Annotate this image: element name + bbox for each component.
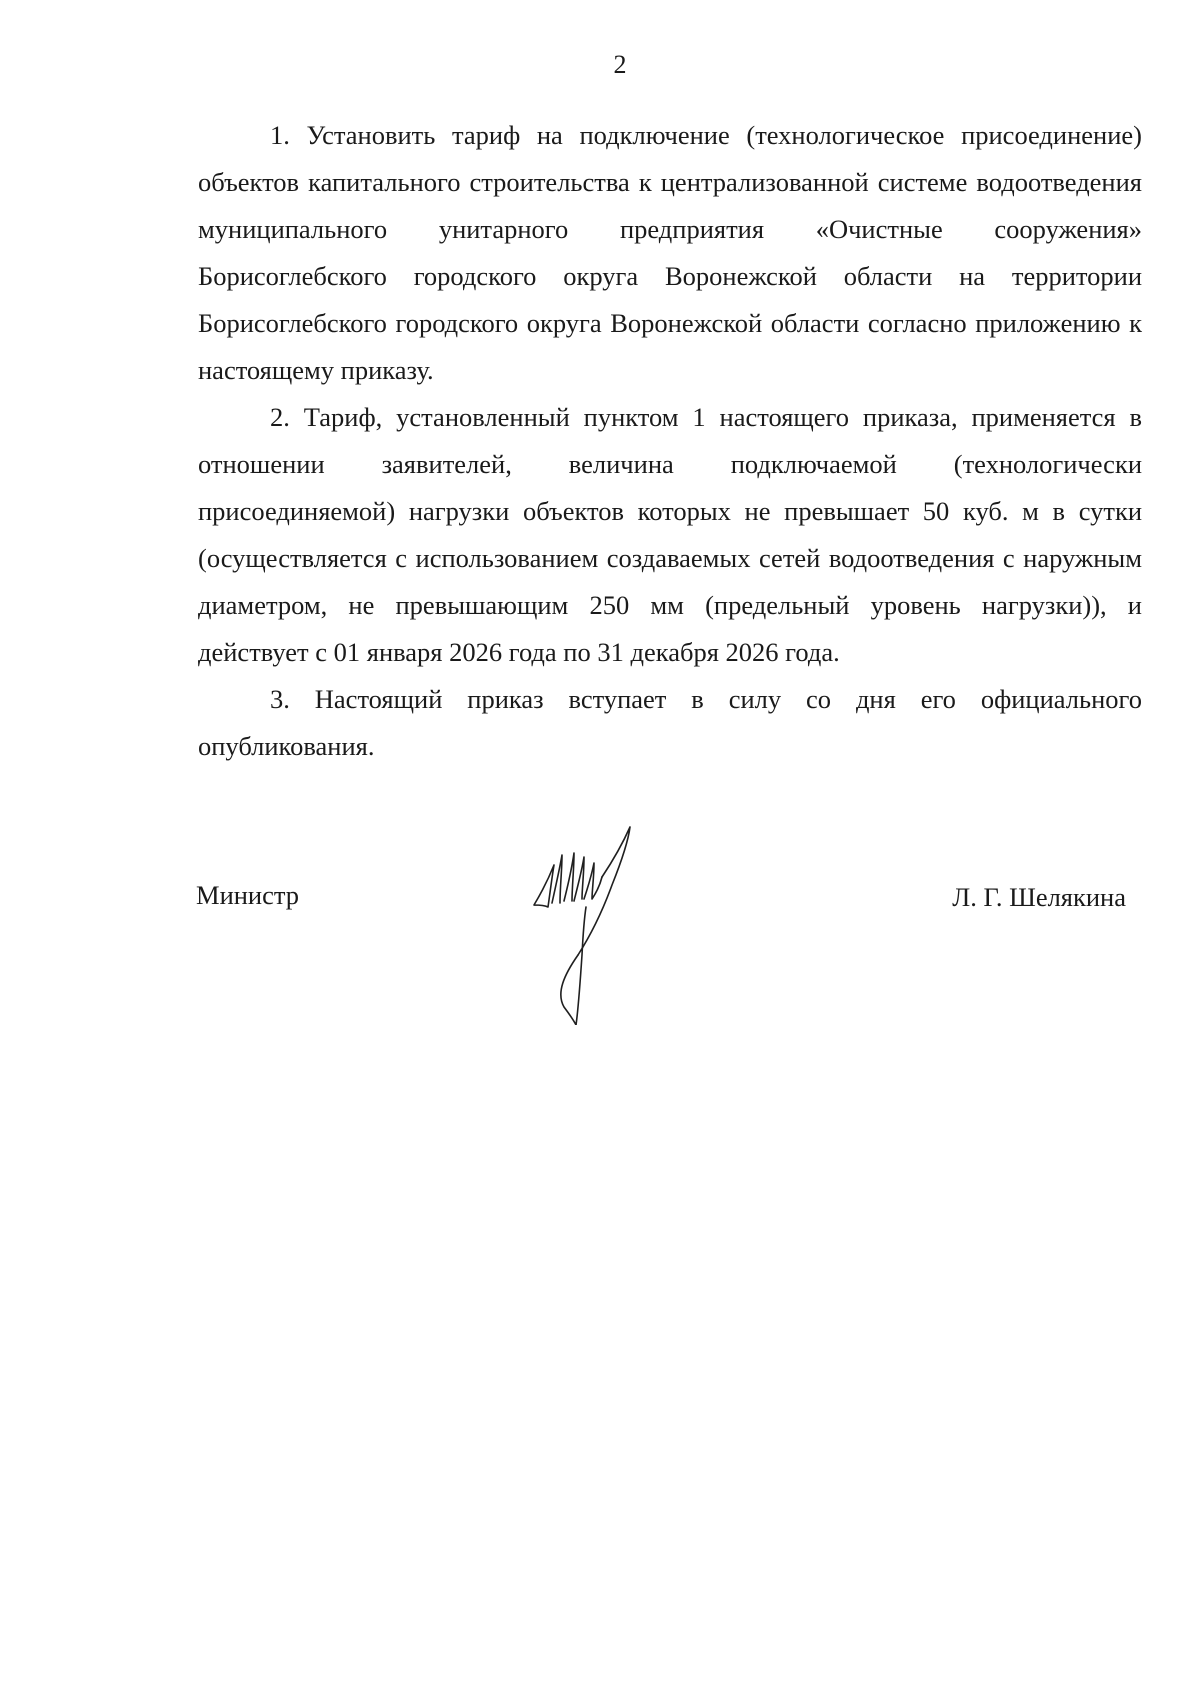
signatory-title: Министр: [196, 880, 300, 910]
order-paragraph-2: 2. Тариф, установленный пунктом 1 настоящего приказа, применяется в отношении заявителей, величина подключаемой (технологически присоединяемой) нагрузки объектов которых не превышает 50 куб. м в сутки (осуществляется с использованием создаваемых сетей водоотведения с наружным диаметром, не превышающим 250 мм (предельный уровень нагрузки)), и действует с 01 января 2026 года по 31 декабря 2026 года.: [198, 402, 1142, 667]
page-number: 2: [613, 50, 627, 79]
signatory-name: Л. Г. Шелякина: [952, 882, 1126, 912]
order-paragraph-1: 1. Установить тариф на подключение (технологическое присоединение) объектов капитального строительства к централизованной системе водоотведения муниципального унитарного предприятия «Очистные сооружения» Борисоглебского городского округа Воронежской области на территории Борисоглебского городского округа Воронежской области согласно приложению к настоящему приказу.: [198, 120, 1142, 385]
order-body: [198, 112, 1142, 770]
signature-block: [196, 880, 1126, 920]
handwritten-signature: [530, 815, 660, 1025]
order-paragraph-3: 3. Настоящий приказ вступает в силу со дня его официального опубликования.: [198, 684, 1142, 761]
